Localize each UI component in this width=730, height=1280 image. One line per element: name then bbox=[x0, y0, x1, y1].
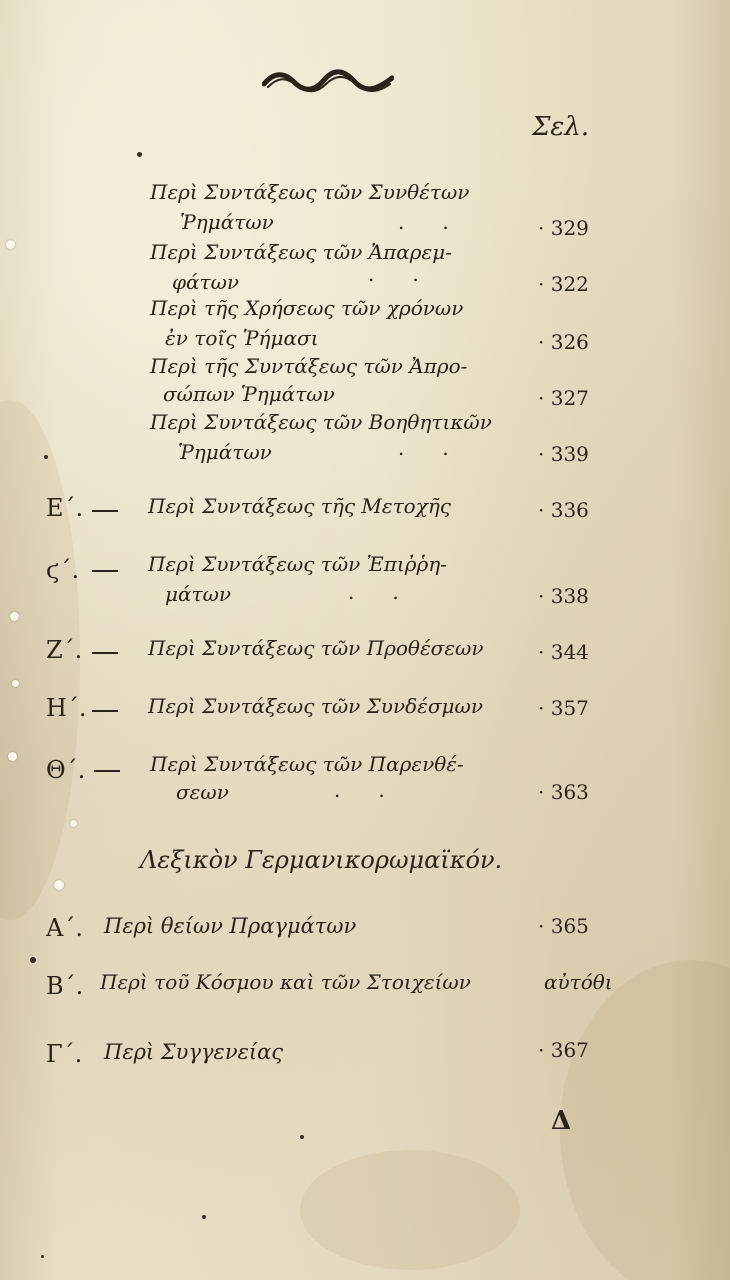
page-number: · 327 bbox=[538, 386, 589, 410]
page-column-header: Σελ. bbox=[532, 112, 590, 142]
page-number: · 338 bbox=[538, 584, 589, 608]
worm-hole bbox=[6, 240, 15, 249]
entry-line: Περὶ Συγγενείας bbox=[104, 1040, 284, 1064]
dash-separator bbox=[94, 770, 120, 772]
entry-line: Περὶ τοῦ Κόσμου καὶ τῶν Στοιχείων bbox=[100, 970, 471, 994]
worm-hole bbox=[70, 820, 77, 827]
chapter-letter: Ζ΄. bbox=[46, 636, 83, 664]
worm-hole bbox=[12, 680, 19, 687]
leader-dots: .. bbox=[398, 436, 487, 460]
entry-line: Περὶ Συντάξεως τῶν Προθέσεων bbox=[148, 636, 484, 660]
chapter-letter: ϛ΄. bbox=[46, 556, 80, 584]
chapter-letter: Η΄. bbox=[46, 694, 87, 722]
page-number: · 336 bbox=[538, 498, 589, 522]
dash-separator bbox=[92, 710, 118, 712]
ink-speck bbox=[137, 152, 142, 157]
ink-speck bbox=[300, 1135, 304, 1139]
entry-line: Περὶ Συντάξεως τῆς Μετοχῆς bbox=[148, 494, 451, 518]
entry-line: σεων bbox=[176, 780, 229, 804]
chapter-letter: Α΄. bbox=[46, 914, 83, 942]
ink-speck bbox=[41, 1255, 44, 1258]
entry-line: φάτων bbox=[172, 270, 240, 294]
entry-line: Περὶ Συντάξεως τῶν Βοηθητικῶν bbox=[150, 410, 492, 434]
page-number: · 365 bbox=[538, 914, 589, 938]
paper-stain bbox=[560, 960, 730, 1280]
chapter-letter: Ε΄. bbox=[46, 494, 84, 522]
dash-separator bbox=[92, 570, 118, 572]
ink-speck bbox=[44, 455, 48, 459]
leader-dots: .. bbox=[348, 580, 437, 604]
worm-hole bbox=[8, 752, 17, 761]
dash-separator bbox=[92, 652, 118, 654]
entry-line: Περὶ Συντάξεως τῶν Συνθέτων bbox=[150, 180, 470, 204]
leader-dots: .. bbox=[368, 262, 457, 286]
page-number: · 367 bbox=[538, 1038, 589, 1062]
dash-separator bbox=[92, 510, 118, 512]
entry-line: ἐν τοῖς Ῥήμασι bbox=[165, 326, 319, 350]
leader-dots: .. bbox=[334, 778, 423, 802]
worm-hole bbox=[54, 880, 64, 890]
lexicon-heading: Λεξικὸν Γερμανικορωμαϊκόν. bbox=[140, 846, 503, 874]
page-number: · 326 bbox=[538, 330, 589, 354]
entry-line: σώπων Ῥημάτων bbox=[163, 382, 335, 406]
worm-hole bbox=[10, 612, 19, 621]
entry-line: μάτων bbox=[165, 582, 232, 606]
page-number: · 329 bbox=[538, 216, 589, 240]
leader-dots: .. bbox=[398, 210, 487, 234]
page-number: αὐτόθι bbox=[544, 970, 613, 994]
page-number: · 322 bbox=[538, 272, 589, 296]
page-number: · 363 bbox=[538, 780, 589, 804]
entry-line: Περὶ τῆς Χρήσεως τῶν χρόνων bbox=[150, 296, 464, 320]
entry-line: Περὶ τῆς Συντάξεως τῶν Ἀπρο- bbox=[150, 354, 468, 378]
page-number: · 339 bbox=[538, 442, 589, 466]
chapter-letter: Γ΄. bbox=[46, 1040, 83, 1068]
page-number: · 344 bbox=[538, 640, 589, 664]
entry-line: Ῥημάτων bbox=[180, 210, 274, 234]
chapter-letter: Β΄. bbox=[46, 972, 84, 1000]
wave-ornament-icon bbox=[262, 68, 394, 96]
ink-speck bbox=[202, 1215, 206, 1219]
ink-speck bbox=[30, 957, 36, 963]
paper-stain bbox=[300, 1150, 520, 1270]
signature-mark: Δ bbox=[551, 1106, 572, 1136]
entry-line: Περὶ Συντάξεως τῶν Παρενθέ- bbox=[150, 752, 464, 776]
chapter-letter: Θ΄. bbox=[46, 756, 86, 784]
entry-line: Περὶ θείων Πραγμάτων bbox=[104, 914, 357, 938]
page-number: · 357 bbox=[538, 696, 589, 720]
entry-line: Ῥημάτων bbox=[178, 440, 272, 464]
entry-line: Περὶ Συντάξεως τῶν Ἀπαρεμ- bbox=[150, 240, 453, 264]
entry-line: Περὶ Συντάξεως τῶν Ἐπιῤῥη- bbox=[148, 552, 447, 576]
entry-line: Περὶ Συντάξεως τῶν Συνδέσμων bbox=[148, 694, 484, 718]
